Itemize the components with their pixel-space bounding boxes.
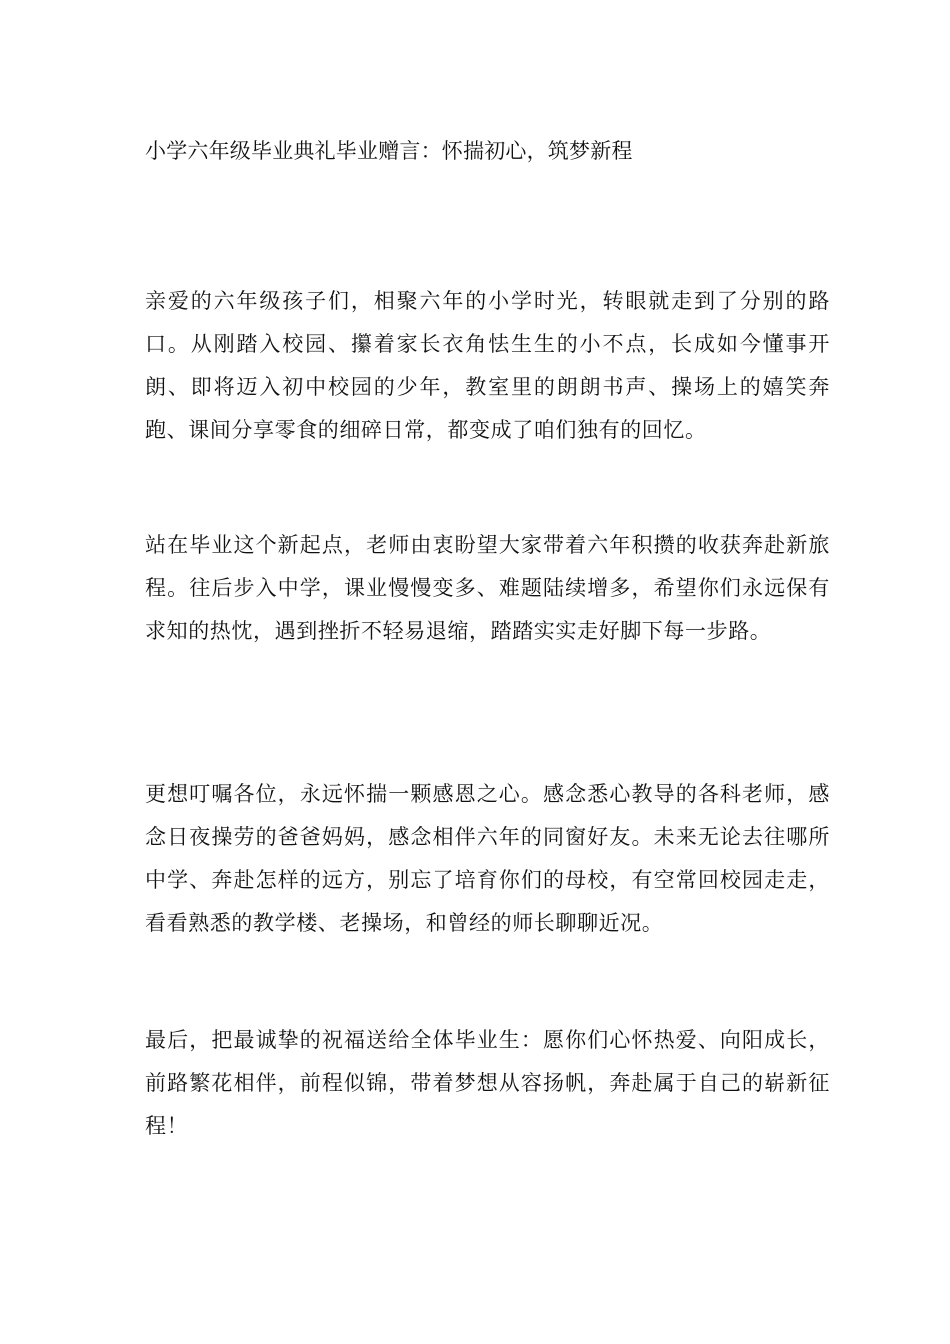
paragraph-blessing: 最后，把最诚挚的祝福送给全体毕业生：愿你们心怀热爱、向阳成长，前路繁花相伴，前程似锦，带着梦想从容扬帆，奔赴属于自己的崭新征程！ — [145, 1028, 830, 1138]
document-title: 小学六年级毕业典礼毕业赠言：怀揣初心，筑梦新程 — [145, 139, 633, 163]
paragraph-new-start: 站在毕业这个新起点，老师由衷盼望大家带着六年积攒的收获奔赴新旅程。往后步入中学，课业慢慢变多、难题陆续增多，希望你们永远保有求知的热忱，遇到挫折不轻易退缩，踏踏实实走好脚下每一步路。 — [145, 533, 830, 643]
paragraph-greeting: 亲爱的六年级孩子们，相聚六年的小学时光，转眼就走到了分别的路口。从刚踏入校园、攥着家长衣角怯生生的小不点，长成如今懂事开朗、即将迈入初中校园的少年，教室里的朗朗书声、操场上的嬉笑奔跑、课间分享零食的细碎日常，都变成了咱们独有的回忆。 — [145, 289, 830, 442]
paragraph-gratitude: 更想叮嘱各位，永远怀揣一颗感恩之心。感念悉心教导的各科老师，感念日夜操劳的爸爸妈妈，感念相伴六年的同窗好友。未来无论去往哪所中学、奔赴怎样的远方，别忘了培育你们的母校，有空常回校园走走，看看熟悉的教学楼、老操场，和曾经的师长聊聊近况。 — [145, 782, 830, 935]
